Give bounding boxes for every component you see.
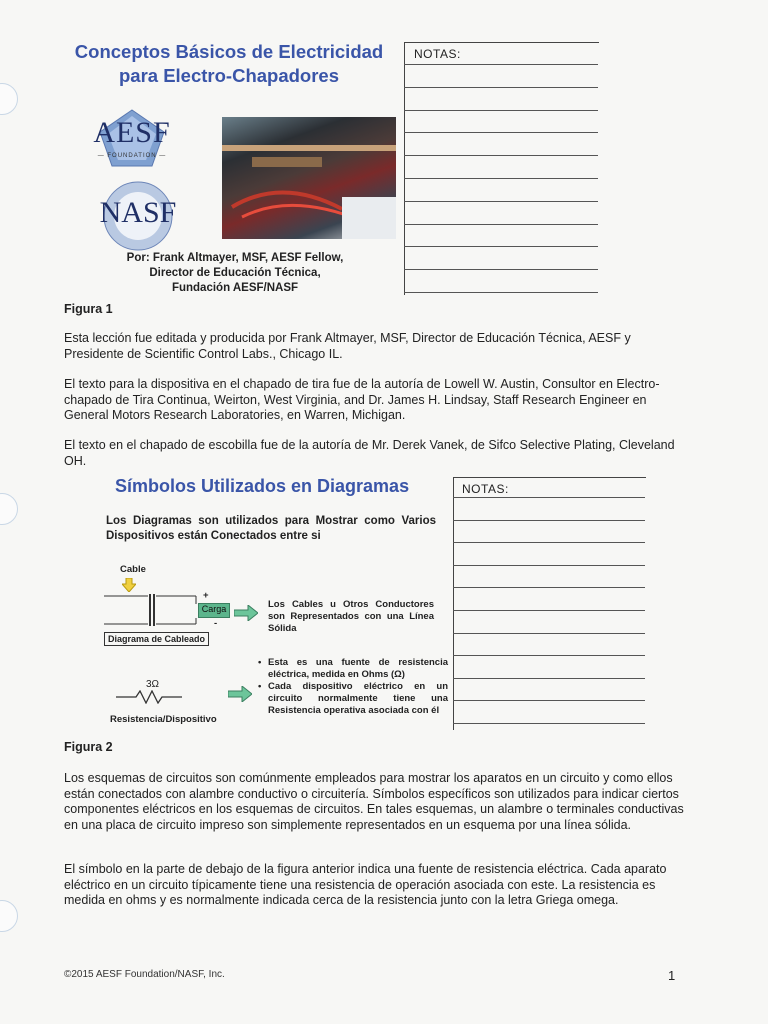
page-number: 1	[668, 968, 676, 983]
nasf-logo-text: NASF	[99, 196, 177, 229]
author-block	[100, 251, 370, 296]
notes-line	[404, 269, 598, 270]
punch-hole	[0, 900, 18, 932]
notes-line	[404, 155, 598, 156]
notes-line	[404, 292, 598, 293]
title-line-1: Conceptos Básicos de Electricidad	[74, 41, 384, 62]
ohm-value: 3Ω	[146, 679, 160, 690]
aesf-logo-subtext: — FOUNDATION —	[97, 153, 167, 159]
resistor-symbol	[116, 690, 182, 704]
paragraph: Esta lección fue editada y producida por Frank Altmayer, MSF, Director de Educación Técnica, AESF y Presidente de Scientific Control Labs., Chicago IL.	[64, 331, 631, 361]
bullet-text: Esta es una fuente de resistencia eléctrica, medida en Ohms (Ω)	[268, 657, 448, 680]
plus-sign: +	[203, 590, 209, 601]
notes-box-1	[404, 42, 599, 295]
notes-line	[404, 224, 598, 225]
notes-label: NOTAS:	[462, 482, 509, 496]
notes-line	[453, 655, 645, 656]
notes-label: NOTAS:	[414, 47, 461, 61]
notes-line	[453, 497, 645, 498]
notes-line	[404, 87, 598, 88]
bullet-text: Cada dispositivo eléctrico en un circuito normalmente tiene una Resistencia operativa asociada con él	[268, 681, 448, 716]
punch-hole	[0, 493, 18, 525]
paragraph: El texto en el chapado de escobilla fue de la autoría de Mr. Derek Vanek, de Sifco Selective Plating, Cleveland OH.	[64, 438, 675, 468]
title-line-2: para Electro-Chapadores	[118, 65, 339, 86]
resistance-bullets	[258, 657, 448, 717]
notes-line	[404, 110, 598, 111]
aesf-logo	[92, 108, 172, 170]
notes-line	[453, 520, 645, 521]
cables-description: Los Cables u Otros Conductores son Representados con una Línea Sólida	[268, 599, 434, 634]
paragraph: El símbolo en la parte de debajo de la figura anterior indica una fuente de resistencia eléctrica. Cada aparato eléctrico en un circuito típicamente tiene una resistencia de operación asociada con este. La resistencia es medida en ohms y es normalmente indicada cerca de la resistencia junto con la letra Griega omega.	[64, 862, 667, 907]
notes-line	[404, 201, 598, 202]
notes-line	[453, 610, 645, 611]
notes-line	[453, 587, 645, 588]
green-arrow-icon	[234, 605, 258, 621]
figure-2-caption: Figura 2	[64, 740, 113, 754]
paragraph: El texto para la dispositiva en el chapado de tira fue de la autoría de Lowell W. Austin, Consultor en Electro-chapado de Tira Continua, Weirton, West Virginia, and Dr. James H. Lindsay, Staff Research Engineer en General Motors Research Laboratories, en Warren, Michigan.	[64, 377, 660, 422]
notes-line	[453, 723, 645, 724]
notes-line	[453, 565, 645, 566]
author-line: Fundación AESF/NASF	[171, 282, 299, 294]
paragraph: Los esquemas de circuitos son comúnmente empleados para mostrar los aparatos en un circuito y como ellos están conectados con alambre conductivo o circuitería. Símbolos específicos son utilizados para indicar ciertos componentes eléctricos en los esquemas de circuitos. En tales esquemas, un alambre o terminales conductivas en una placa de circuito impreso son simplemente representados en un esquema por una línea sólida.	[64, 771, 684, 832]
notes-line	[453, 542, 645, 543]
notes-box-2	[453, 477, 646, 730]
notes-line	[404, 178, 598, 179]
notes-line	[453, 700, 645, 701]
diagram-symbols-subtitle: Los Diagramas son utilizados para Mostrar como Varios Dispositivos están Conectados entre si	[106, 515, 436, 542]
notes-line	[404, 246, 598, 247]
notes-line	[404, 132, 598, 133]
notes-line	[453, 633, 645, 634]
plating-line-photo	[222, 117, 396, 239]
wiring-diagram-label: Diagrama de Cableado	[104, 632, 209, 646]
author-line: Director de Educación Técnica,	[149, 267, 321, 279]
page-title	[64, 40, 394, 88]
footer-copyright: ©2015 AESF Foundation/NASF, Inc.	[64, 969, 225, 980]
green-arrow-icon	[228, 686, 252, 702]
nasf-logo	[96, 180, 177, 252]
aesf-logo-text: AESF	[93, 116, 171, 149]
minus-sign: -	[214, 618, 218, 629]
resistor-label: Resistencia/Dispositivo	[110, 714, 217, 725]
cable-label: Cable	[120, 564, 146, 575]
diagram-symbols-title: Símbolos Utilizados en Diagramas	[115, 476, 410, 496]
load-box: Carga	[198, 603, 230, 618]
notes-line	[404, 64, 598, 65]
notes-line	[453, 678, 645, 679]
bullet-icon: •	[258, 657, 262, 668]
author-line: Por: Frank Altmayer, MSF, AESF Fellow,	[126, 252, 344, 264]
bullet-icon: •	[258, 681, 262, 692]
punch-hole	[0, 83, 18, 115]
figure-1-caption: Figura 1	[64, 302, 113, 316]
